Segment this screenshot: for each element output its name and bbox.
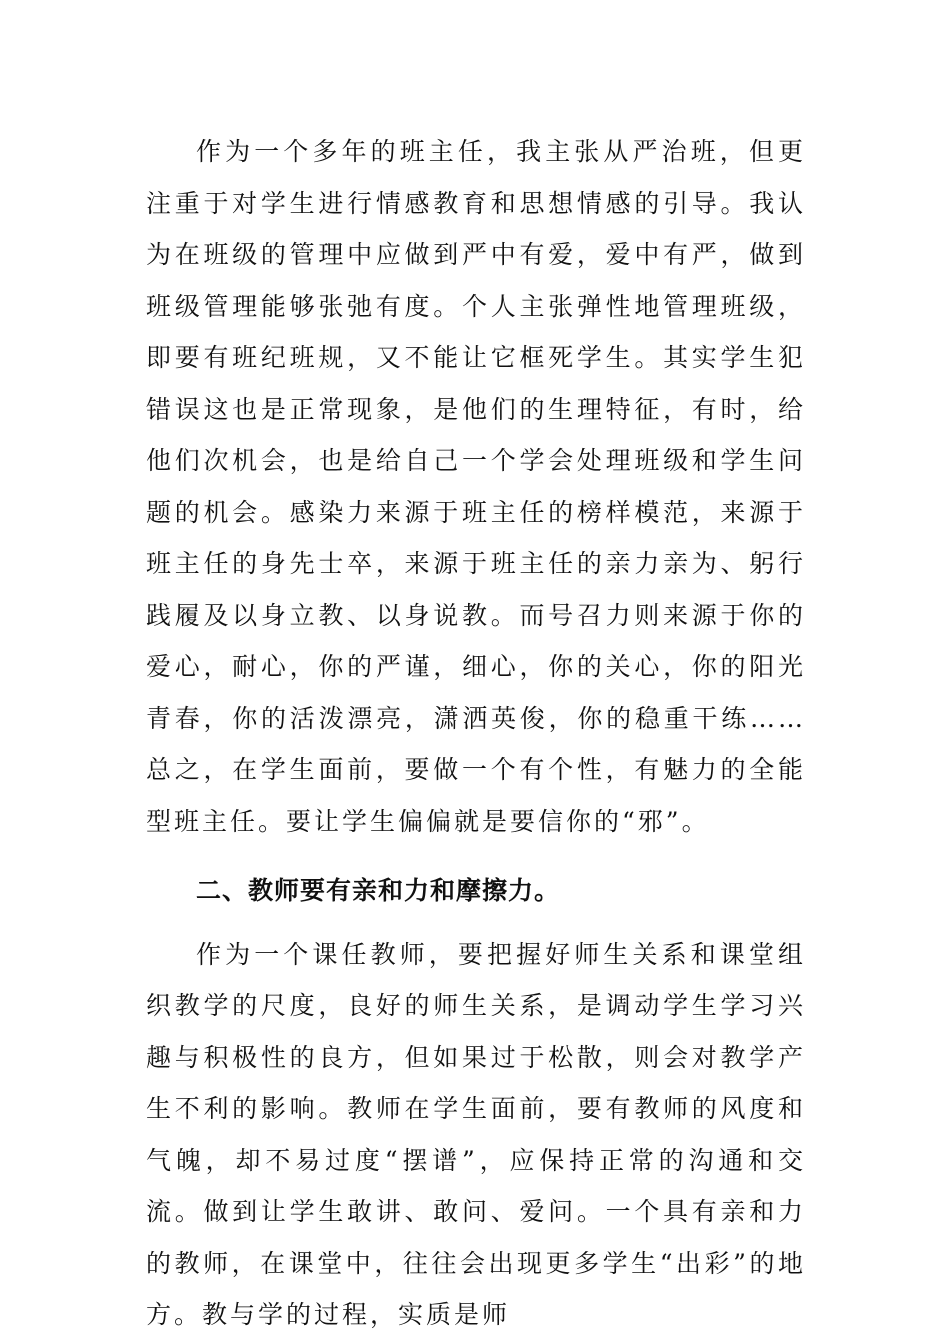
paragraph-teacher-affinity: 作为一个课任教师，要把握好师生关系和课堂组织教学的尺度，良好的师生关系，是调动学生学习兴趣与积极性的良方，但如果过于松散，则会对教学产生不利的影响。教师在学生面前，要有教师的风度和气魄，却不易过度“摆谱”，应保持正常的沟通和交流。做到让学生敢讲、敢问、爱问。一个具有亲和力的教师，在课堂中，往往会出现更多学生“出彩”的地方。教与学的过程，实质是师 [146,939,806,1329]
section-heading-2: 二、教师要有亲和力和摩擦力。 [196,876,561,905]
document-body [146,126,806,1341]
paragraph-class-management: 作为一个多年的班主任，我主张从严治班，但更注重于对学生进行情感教育和思想情感的引导。我认为在班级的管理中应做到严中有爱，爱中有严，做到班级管理能够张弛有度。个人主张弹性地管理班级，即要有班纪班规，又不能让它框死学生。其实学生犯错误这也是正常现象，是他们的生理特征，有时，给他们次机会，也是给自己一个学会处理班级和学生问题的机会。感染力来源于班主任的榜样模范，来源于班主任的身先士卒，来源于班主任的亲力亲为、躬行践履及以身立教、以身说教。而号召力则来源于你的爱心，耐心，你的严谨，细心，你的关心，你的阳光青春，你的活泼漂亮，潇洒英俊，你的稳重干练……总之，在学生面前，要做一个有个性，有魅力的全能型班主任。要让学生偏偏就是要信你的“邪”。 [146,137,806,836]
